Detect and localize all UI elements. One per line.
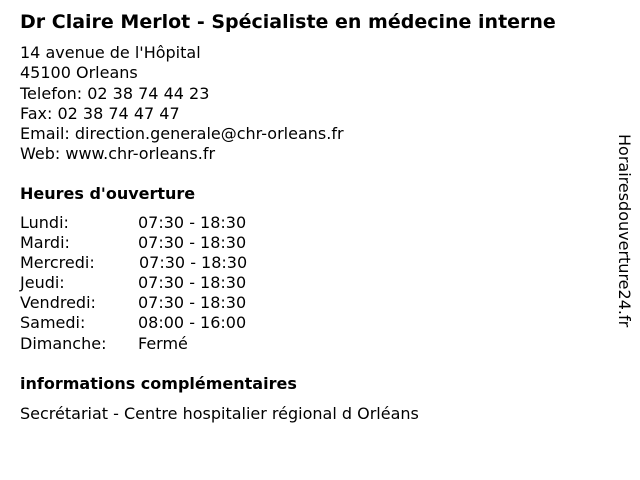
hours-row-friday: [20, 293, 320, 313]
street-address: 14 avenue de l'Hôpital: [20, 43, 201, 62]
day-label: Dimanche:: [20, 333, 107, 353]
additional-info-text: Secrétariat - Centre hospitalier régional d Orléans: [20, 404, 419, 423]
day-label: Mardi:: [20, 233, 70, 253]
day-label: Samedi:: [20, 313, 86, 333]
time-range: Fermé: [138, 333, 188, 353]
hours-row-wednesday: [20, 253, 320, 273]
phone-number: Telefon: 02 38 74 44 23: [20, 83, 210, 103]
city: 45100 Orleans: [20, 63, 138, 83]
time-range: 07:30 - 18:30: [138, 233, 247, 253]
page-title: Dr Claire Merlot - Spécialiste en médecine interne: [20, 11, 556, 33]
email-address: Email: direction.generale@chr-orleans.fr: [20, 124, 344, 144]
time-range: 08:00 - 16:00: [138, 313, 247, 333]
hours-row-sunday: [20, 334, 320, 354]
hours-row-thursday: [20, 273, 320, 293]
website: Web: www.chr-orleans.fr: [20, 144, 216, 164]
day-label: Lundi:: [20, 213, 69, 232]
hours-row-monday: [20, 213, 320, 233]
time-range: 07:30 - 18:30: [138, 293, 247, 313]
day-label: Jeudi:: [20, 273, 65, 293]
opening-hours-table: [20, 213, 320, 354]
contact-block: [20, 43, 344, 165]
time-range: 07:30 - 18:30: [138, 213, 247, 232]
additional-info-heading: informations complémentaires: [20, 374, 297, 393]
hours-row-saturday: [20, 313, 320, 333]
day-label: Vendredi:: [20, 293, 96, 313]
day-label: Mercredi:: [20, 253, 95, 273]
opening-hours-heading: Heures d'ouverture: [20, 184, 196, 203]
hours-row-tuesday: [20, 233, 320, 253]
site-watermark: Horairesdouverture24.fr: [615, 134, 634, 328]
fax-number: Fax: 02 38 74 47 47: [20, 103, 180, 123]
time-range: 07:30 - 18:30: [139, 253, 248, 273]
time-range: 07:30 - 18:30: [138, 273, 247, 293]
